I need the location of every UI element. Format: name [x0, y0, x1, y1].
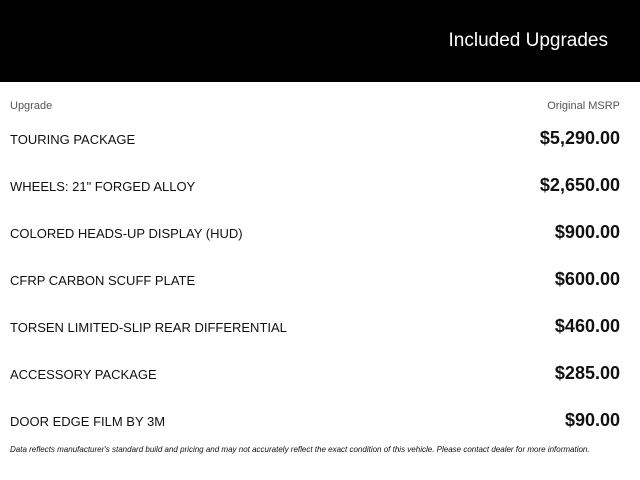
upgrade-name: WHEELS: 21" FORGED ALLOY: [10, 179, 196, 194]
upgrade-name: DOOR EDGE FILM BY 3M: [10, 414, 166, 429]
upgrade-price: $285.00: [554, 363, 620, 383]
upgrade-name: COLORED HEADS-UP DISPLAY (HUD): [10, 226, 243, 241]
upgrade-name: ACCESSORY PACKAGE: [10, 367, 157, 382]
upgrade-name: CFRP CARBON SCUFF PLATE: [10, 273, 196, 288]
upgrade-price: $600.00: [554, 269, 620, 289]
table-row: [0, 303, 640, 350]
upgrade-price: $460.00: [554, 316, 620, 336]
upgrade-name: TORSEN LIMITED-SLIP REAR DIFFERENTIAL: [10, 320, 287, 335]
upgrade-price: $90.00: [564, 410, 620, 430]
table-row: [0, 162, 640, 209]
table-row: [0, 397, 640, 444]
disclaimer-text: Data reflects manufacturer's standard build and pricing and may not accurately reflect the exact condition of this vehicle. Please contact dealer for more information.: [10, 445, 590, 454]
column-header-msrp: Original MSRP: [547, 100, 620, 112]
table-row: [0, 115, 640, 162]
table-row: [0, 209, 640, 256]
upgrade-price: $5,290.00: [539, 128, 620, 148]
table-row: [0, 350, 640, 397]
upgrade-price: $2,650.00: [539, 175, 620, 195]
upgrade-price: $900.00: [554, 222, 620, 242]
page-title: Included Upgrades: [448, 30, 608, 51]
upgrade-name: TOURING PACKAGE: [10, 132, 136, 147]
column-header-upgrade: Upgrade: [10, 100, 53, 112]
upgrades-table: [0, 115, 640, 444]
table-row: [0, 256, 640, 303]
header-bar: [0, 0, 640, 82]
